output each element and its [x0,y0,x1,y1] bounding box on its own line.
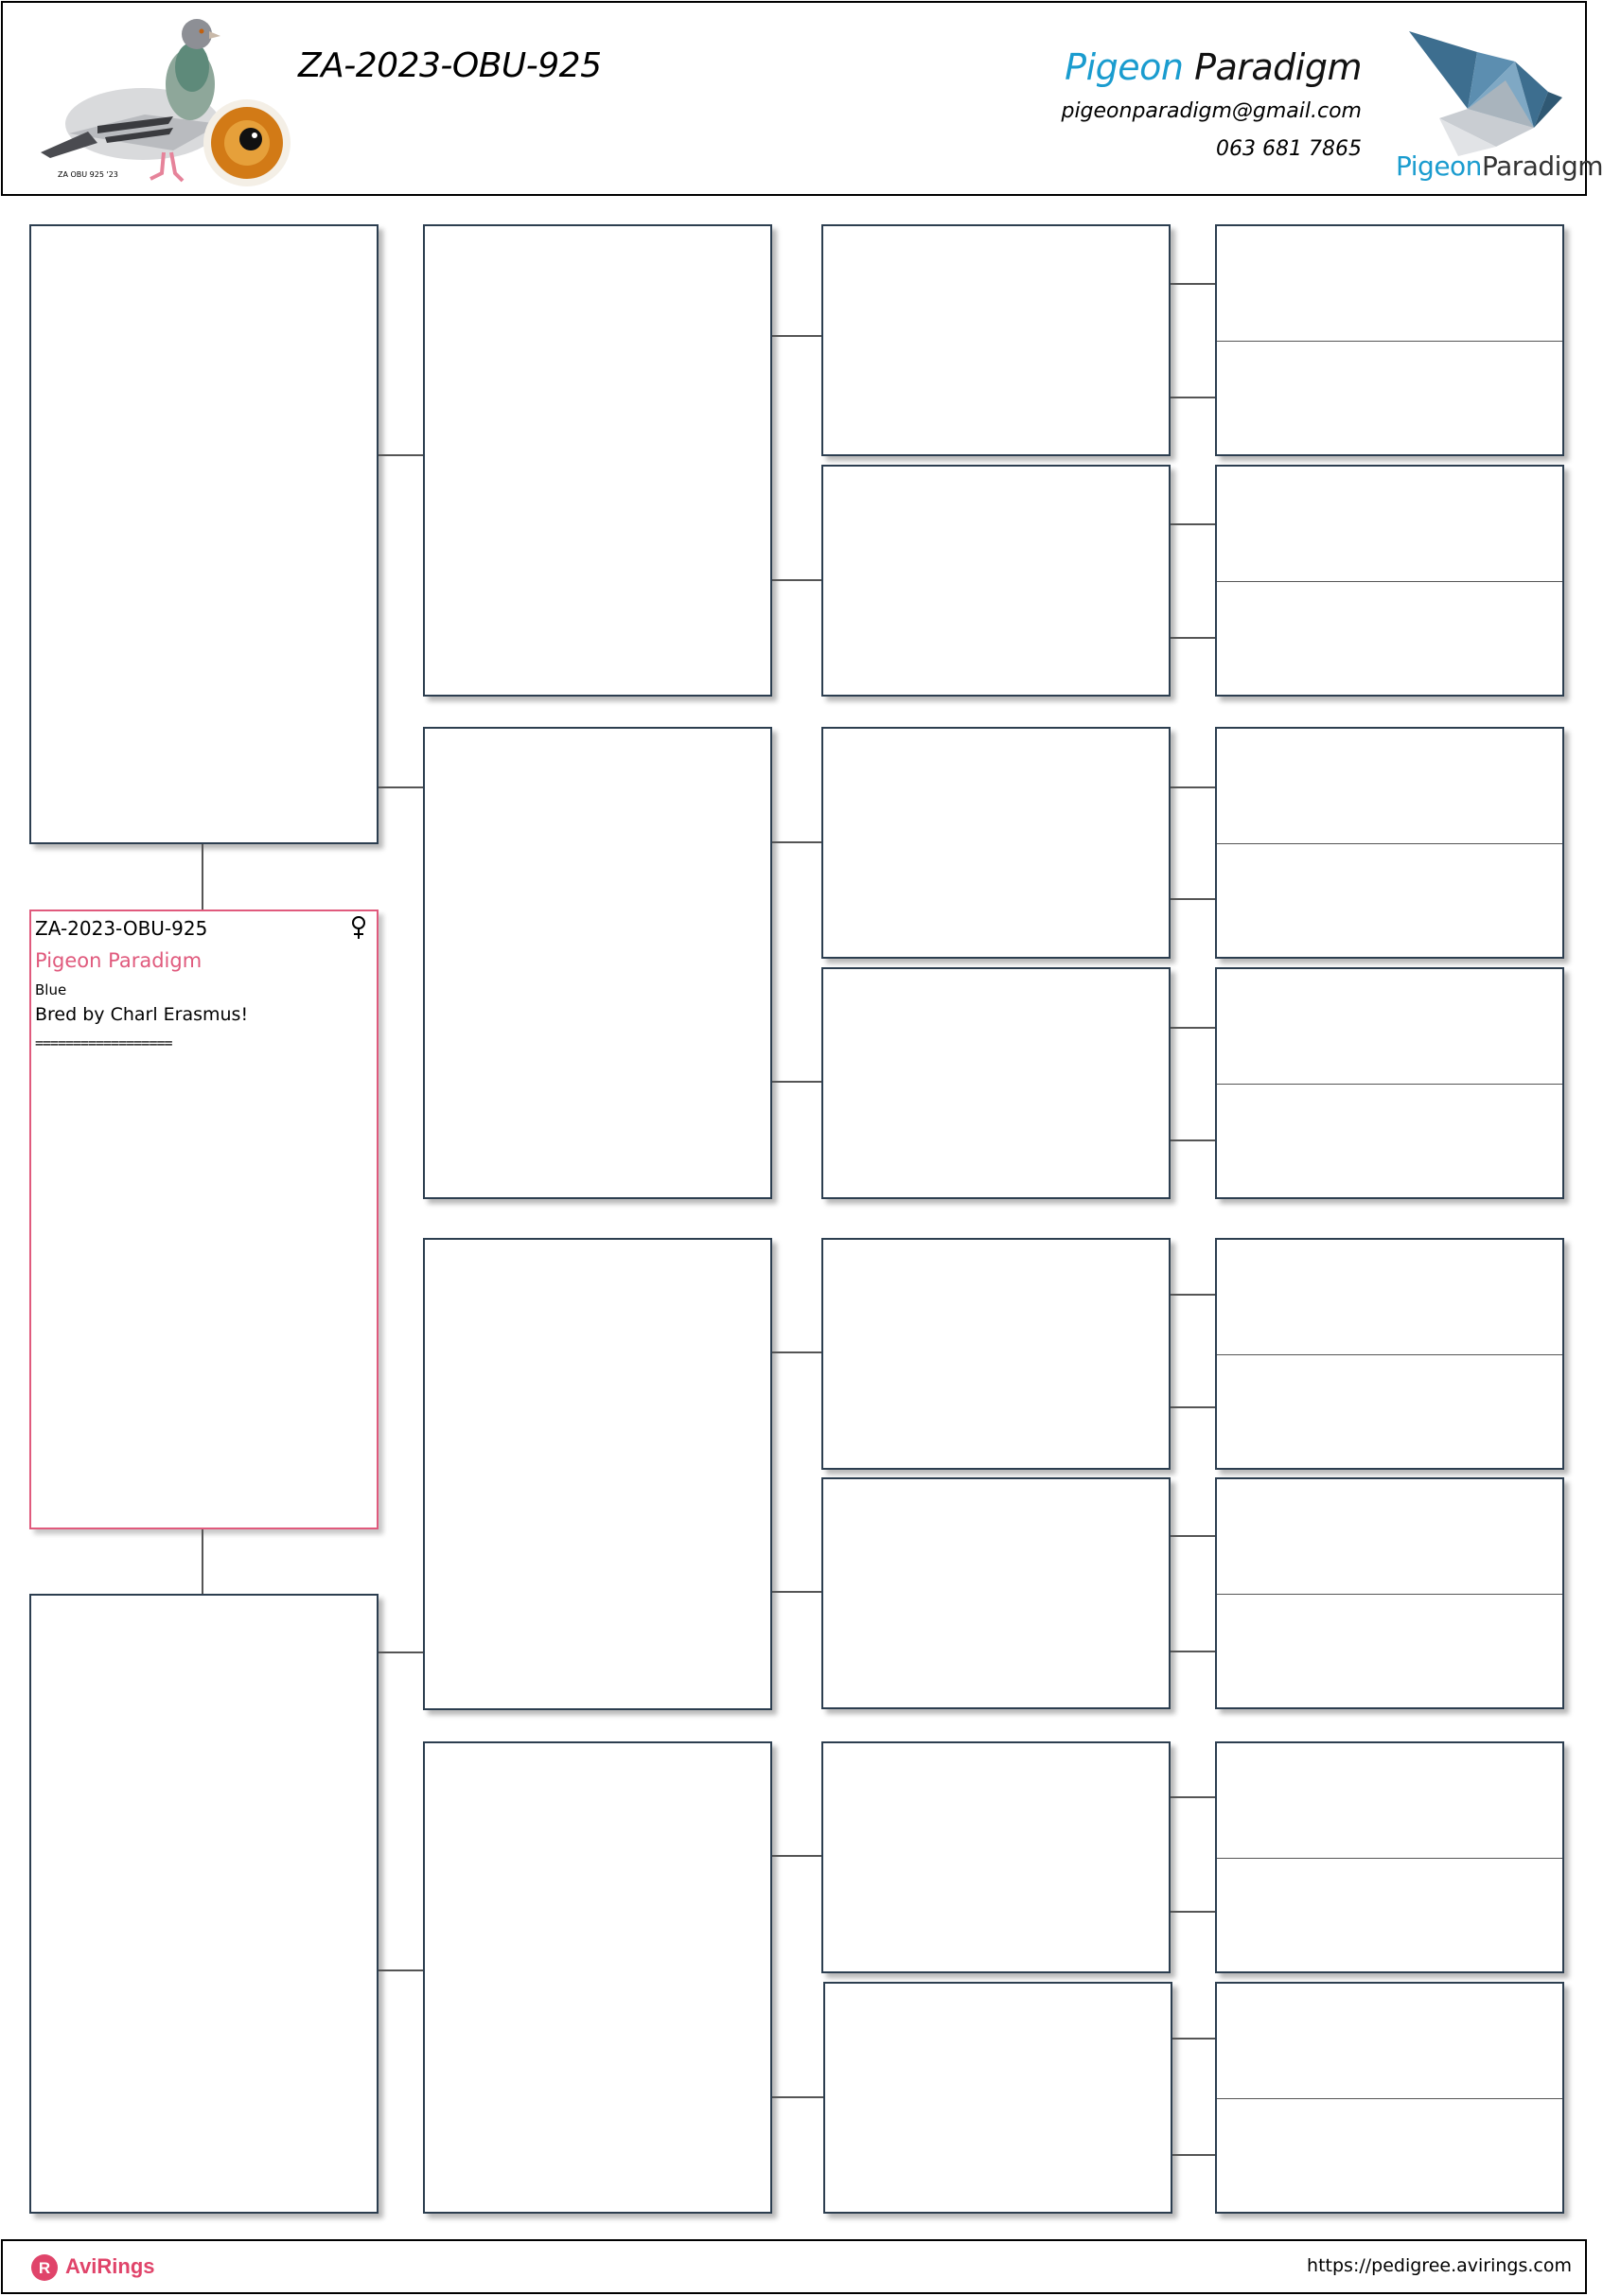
dam-box[interactable] [29,1594,379,2214]
great-great-grandparent-box[interactable] [1215,727,1564,959]
pedigree-title: ZA-2023-OBU-925 [298,46,602,85]
box-divider [1217,581,1562,582]
footer-url[interactable]: https://pedigree.avirings.com [1307,2255,1572,2276]
connector-line [772,335,821,337]
connector-line [1171,1406,1215,1408]
box-divider [1217,1354,1562,1355]
connector-line [1171,1535,1215,1537]
connector-line [1171,898,1215,900]
logo-wordmark [1396,150,1603,182]
photo-caption: ZA OBU 925 '23 [58,170,118,179]
grandparent-box[interactable] [423,1238,772,1710]
connector-line [1172,2038,1215,2040]
great-grandparent-box[interactable] [821,1477,1171,1709]
connector-line [772,579,821,581]
great-great-grandparent-box[interactable] [1215,967,1564,1199]
great-great-grandparent-box[interactable] [1215,1238,1564,1470]
connector-line [1171,1651,1215,1652]
great-grandparent-box[interactable] [823,1982,1172,2214]
box-divider [1217,1084,1562,1085]
subject-ring-number: ZA-2023-OBU-925 [35,917,208,940]
great-grandparent-box[interactable] [821,1741,1171,1973]
loft-name [1065,46,1362,88]
connector-line [1171,1027,1215,1029]
connector-line [1171,1294,1215,1296]
pedigree-footer [1,2239,1587,2294]
connector-line [772,1855,821,1857]
connector-line [772,1081,821,1083]
contact-email: pigeonparadigm@gmail.com [1061,99,1362,123]
subject-colour: Blue [35,981,67,998]
connector-sire-subject [202,844,203,910]
grandparent-box[interactable] [423,1741,772,2214]
great-great-grandparent-box[interactable] [1215,1477,1564,1709]
connector-line [1171,1911,1215,1913]
footer-brand[interactable]: AviRings [65,2254,155,2278]
connector-line [379,454,423,456]
connector-line [1171,1796,1215,1798]
great-great-grandparent-box[interactable] [1215,465,1564,697]
connector-line [1171,397,1215,398]
connector-line [1171,637,1215,639]
box-divider [1217,1858,1562,1859]
subject-box[interactable] [29,910,379,1529]
connector-line [772,2096,823,2098]
great-great-grandparent-box[interactable] [1215,1741,1564,1973]
avirings-logo-icon [31,2254,58,2281]
contact-phone: 063 681 7865 [1216,137,1362,161]
connector-line [1171,523,1215,525]
connector-line [772,841,821,843]
great-great-grandparent-box[interactable] [1215,1982,1564,2214]
connector-line [1172,2154,1215,2156]
great-grandparent-box[interactable] [821,967,1171,1199]
loft-name-first: Pigeon [1065,46,1184,88]
box-divider [1217,1594,1562,1595]
subject-owner: Pigeon Paradigm [35,949,203,972]
loft-name-second: Paradigm [1194,46,1362,88]
great-grandparent-box[interactable] [821,465,1171,697]
great-great-grandparent-box[interactable] [1215,224,1564,456]
connector-line [772,1591,821,1593]
great-grandparent-box[interactable] [821,727,1171,959]
svg-text:R: R [38,2259,51,2277]
connector-line [772,1351,821,1353]
box-divider [1217,2098,1562,2099]
female-icon [350,915,367,940]
sire-box[interactable] [29,224,379,844]
connector-line [1171,1139,1215,1141]
connector-line [1171,786,1215,788]
subject-separator: ================== [35,1034,172,1051]
connector-line [1171,283,1215,285]
great-grandparent-box[interactable] [821,224,1171,456]
grandparent-box[interactable] [423,727,772,1199]
logo-wordmark-second: Paradigm [1481,150,1603,182]
box-divider [1217,341,1562,342]
great-grandparent-box[interactable] [821,1238,1171,1470]
subject-note: Bred by Charl Erasmus! [35,1004,249,1025]
connector-line [379,786,423,788]
grandparent-box[interactable] [423,224,772,697]
box-divider [1217,843,1562,844]
logo-wordmark-first: Pigeon [1396,150,1482,182]
connector-line [379,1651,423,1653]
pedigree-header [1,1,1603,196]
connector-subject-dam [202,1529,203,1594]
pigeon-photo [31,10,296,190]
connector-line [379,1969,423,1971]
